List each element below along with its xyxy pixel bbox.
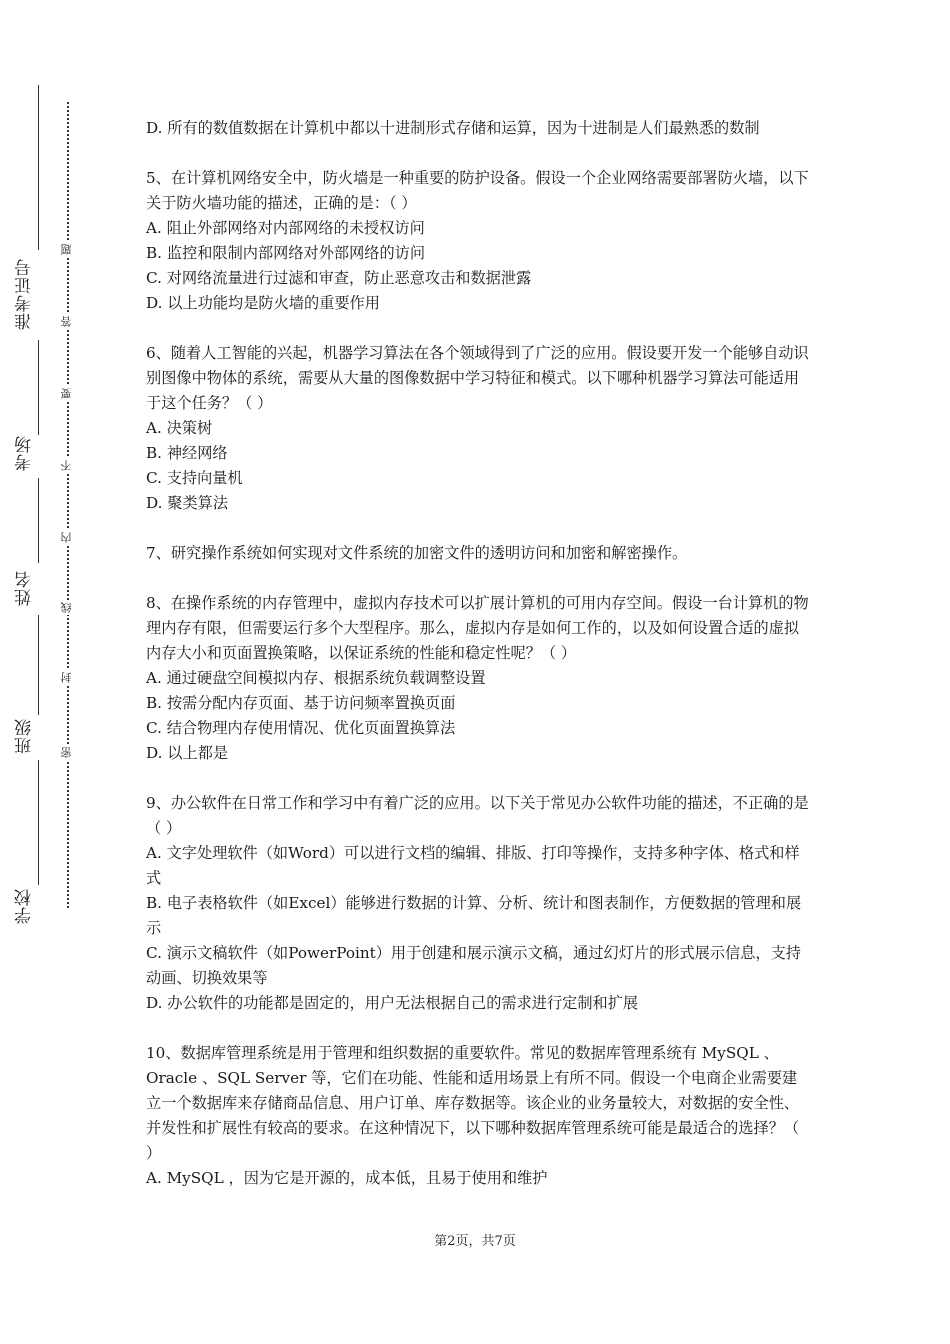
class-label: 班级: [15, 718, 35, 754]
q5-option: B. 监控和限制内部网络对外部网络的访问: [146, 244, 426, 262]
q10-stem: 10、数据库管理系统是用于管理和组织数据的重要软件。常见的数据库管理系统有 MySQL 、Oracle 、SQL Server 等，它们在功能、性能和适用场景上有所不同。假设一个电商企业需要建立一个数据库来存储商品信息、用户订单、库存数据等。该企业的业务量较大，对数据的安全性、并发性和扩展性有较高的要求。在这种情况下，以下哪种数据库管理系统可能是最适合的选择？（ ）: [146, 1044, 800, 1162]
seal-char: 要: [60, 388, 73, 399]
binding-margin: [0, 0, 80, 1344]
q7-stem: 7、研究操作系统如何实现对文件系统的加密文件的透明访问和加密和解密操作。: [146, 544, 688, 562]
q6-option: B. 神经网络: [146, 444, 228, 462]
page-number-footer: 第2页，共7页: [434, 1234, 516, 1249]
q8-stem: 8、在操作系统的内存管理中，虚拟内存技术可以扩展计算机的可用内存空间。假设一台计算机的物理内存有限，但需要运行多个大型程序。那么，虚拟内存是如何工作的，以及如何设置合适的虚拟内存大小和页面置换策略，以保证系统的性能和稳定性呢？（ ）: [146, 594, 809, 662]
exam-id-line: [38, 85, 39, 250]
q6-option: D. 聚类算法: [146, 494, 229, 512]
q9-option: D. 办公软件的功能都是固定的，用户无法根据自己的需求进行定制和扩展: [146, 994, 639, 1012]
q9-option: A. 文字处理软件（如Word）可以进行文档的编辑、排版、打印等操作，支持多种字体、格式和样式: [146, 844, 800, 887]
exam-room-label: 考场: [15, 435, 35, 471]
q4-option-d: D. 所有的数值数据在计算机中都以十进制形式存储和运算，因为十进制是人们最熟悉的数制: [146, 119, 760, 137]
seal-char: 不: [60, 460, 73, 471]
class-line: [38, 615, 39, 715]
seal-dotted-line: [67, 102, 69, 908]
seal-char: 题: [60, 244, 73, 255]
q8-option: D. 以上都是: [146, 744, 229, 762]
school-line: [38, 760, 39, 885]
q6-option: C. 支持向量机: [146, 469, 243, 487]
q9-option: B. 电子表格软件（如Excel）能够进行数据的计算、分析、统计和图表制作，方便数据的管理和展示: [146, 894, 802, 937]
q5-option: D. 以上功能均是防火墙的重要作用: [146, 294, 380, 312]
seal-char: 密: [60, 747, 73, 758]
exam-content: [146, 116, 810, 1191]
q5-option: C. 对网络流量进行过滤和审查，防止恶意攻击和数据泄露: [146, 269, 532, 287]
seal-char: 线: [60, 602, 73, 613]
exam-room-line: [38, 340, 39, 435]
q8-option: B. 按需分配内存页面、基于访问频率置换页面: [146, 694, 456, 712]
q6-option: A. 决策树: [146, 419, 213, 437]
exam-id-label: 准考证号: [15, 258, 35, 330]
seal-char: 封: [60, 672, 73, 683]
q8-option: A. 通过硬盘空间模拟内存、根据系统负载调整设置: [146, 669, 486, 687]
q9-stem: 9、办公软件在日常工作和学习中有着广泛的应用。以下关于常见办公软件功能的描述，不正确的是（ ）: [146, 794, 809, 837]
name-line: [38, 478, 39, 563]
seal-char: 内: [60, 532, 73, 543]
q6-stem: 6、随着人工智能的兴起，机器学习算法在各个领域得到了广泛的应用。假设要开发一个能够自动识别图像中物体的系统，需要从大量的图像数据中学习特征和模式。以下哪种机器学习算法可能适用于这个任务？（ ）: [146, 344, 809, 412]
seal-char: 答: [60, 316, 73, 327]
q8-option: C. 结合物理内存使用情况、优化页面置换算法: [146, 719, 456, 737]
q9-option: C. 演示文稿软件（如PowerPoint）用于创建和展示演示文稿，通过幻灯片的形式展示信息，支持动画、切换效果等: [146, 944, 801, 987]
name-label: 姓名: [15, 570, 35, 606]
school-label: 学校: [15, 888, 35, 924]
q10-option: A. MySQL ，因为它是开源的，成本低，且易于使用和维护: [146, 1169, 548, 1187]
q5-stem: 5、在计算机网络安全中，防火墙是一种重要的防护设备。假设一个企业网络需要部署防火墙，以下关于防火墙功能的描述，正确的是：（ ）: [146, 169, 809, 212]
q5-option: A. 阻止外部网络对内部网络的未授权访问: [146, 219, 425, 237]
